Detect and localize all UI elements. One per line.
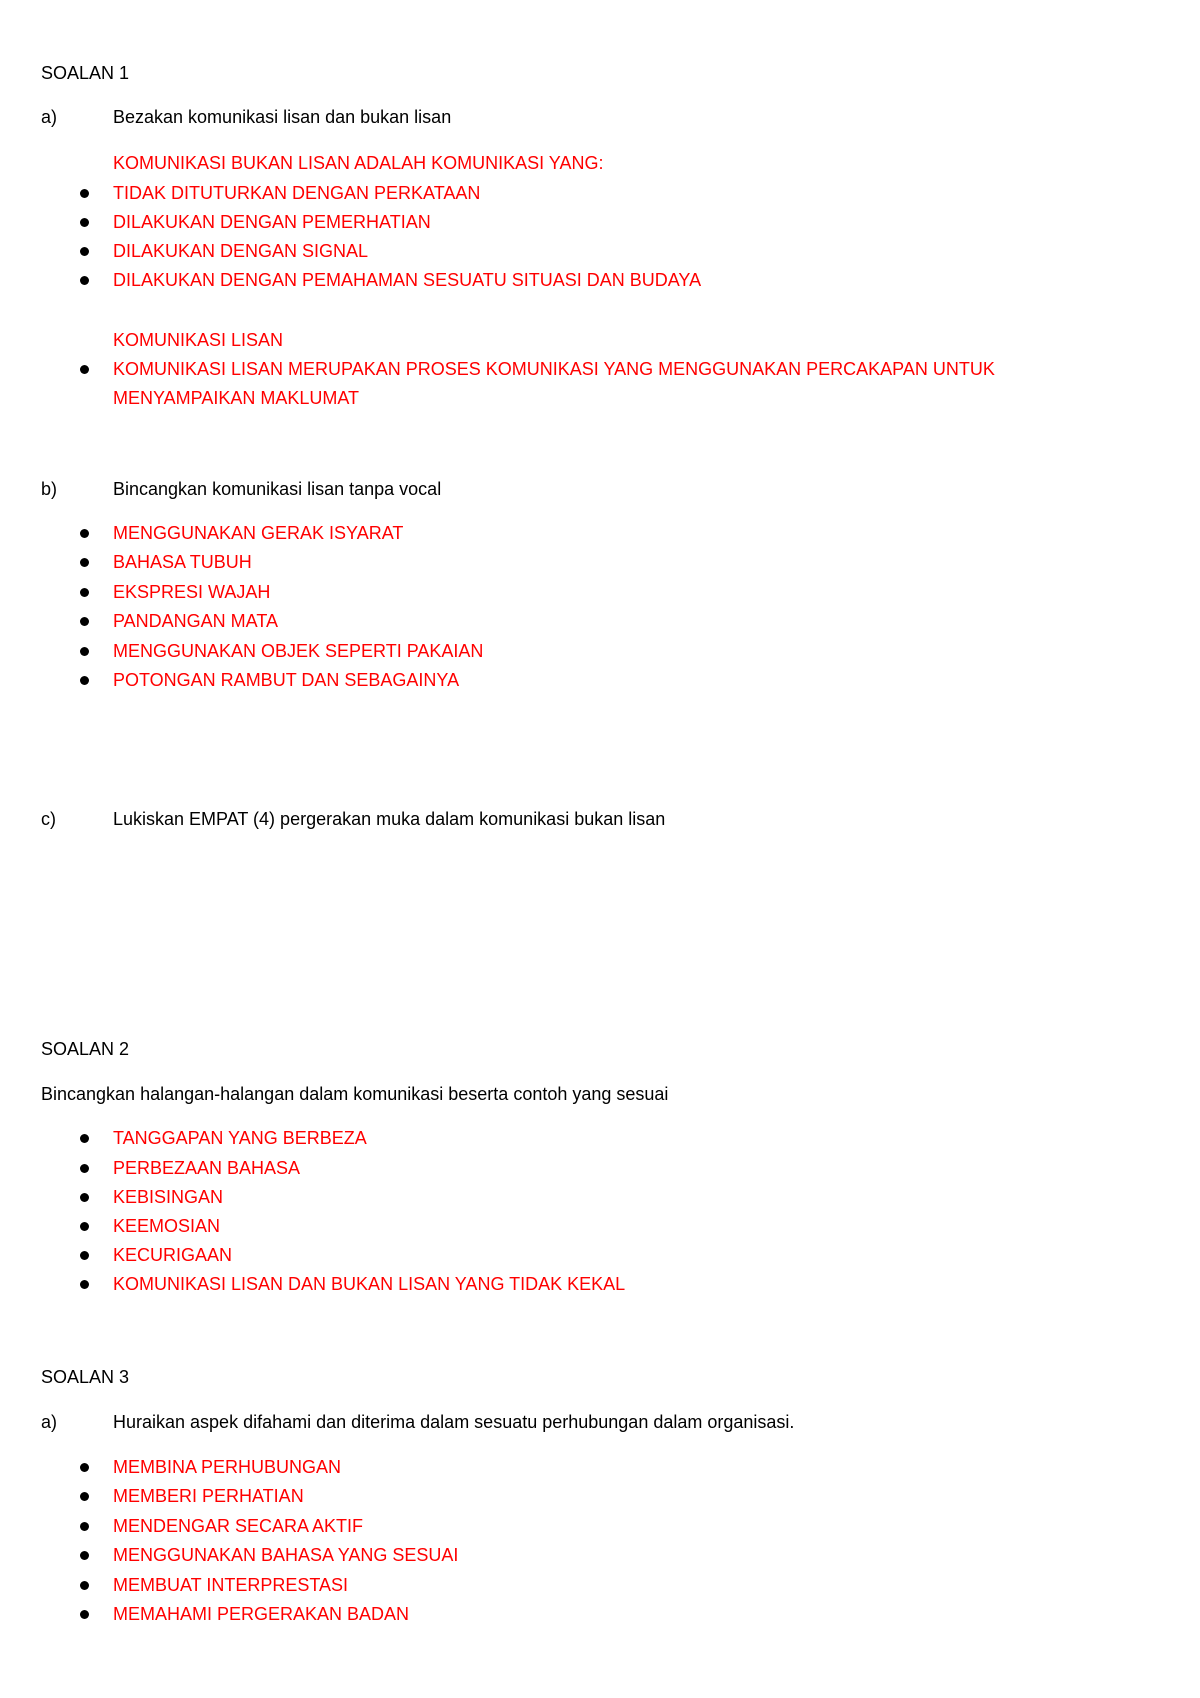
bullet-icon <box>80 365 89 374</box>
soalan-3-heading: SOALAN 3 <box>41 1367 130 1387</box>
answer-1a-item: DILAKUKAN DENGAN SIGNAL <box>113 241 369 261</box>
question-1c-text: Lukiskan EMPAT (4) pergerakan muka dalam komunikasi bukan lisan <box>113 809 666 829</box>
bullet-icon <box>80 1581 89 1590</box>
bullet-icon <box>80 676 89 685</box>
answer-2-item: PERBEZAAN BAHASA <box>113 1158 301 1178</box>
bullet-icon <box>80 1193 89 1202</box>
answer-3a-item: MENDENGAR SECARA AKTIF <box>113 1516 364 1536</box>
bullet-icon <box>80 1280 89 1289</box>
bullet-icon <box>80 529 89 538</box>
bullet-icon <box>80 1492 89 1501</box>
answer-1b-item: POTONGAN RAMBUT DAN SEBAGAINYA <box>113 670 460 690</box>
answer-3a-item: MEMBUAT INTERPRESTASI <box>113 1575 349 1595</box>
bullet-icon <box>80 1610 89 1619</box>
answer-2-item: KOMUNIKASI LISAN DAN BUKAN LISAN YANG TIDAK KEKAL <box>113 1274 626 1294</box>
bullet-icon <box>80 1551 89 1560</box>
question-1a-text: Bezakan komunikasi lisan dan bukan lisan <box>113 107 452 127</box>
question-1b-label: b) <box>41 479 58 499</box>
question-3a-text: Huraikan aspek difahami dan diterima dalam sesuatu perhubungan dalam organisasi. <box>113 1412 795 1432</box>
bullet-icon <box>80 617 89 626</box>
answer-1a-item: DILAKUKAN DENGAN PEMAHAMAN SESUATU SITUASI DAN BUDAYA <box>113 270 702 290</box>
question-1a-label: a) <box>41 107 58 127</box>
answer-3a-item: MEMBERI PERHATIAN <box>113 1486 304 1506</box>
answer-3a-item: MEMAHAMI PERGERAKAN BADAN <box>113 1604 410 1624</box>
bullet-icon <box>80 1522 89 1531</box>
bullet-icon <box>80 1222 89 1231</box>
answer-1a-item: TIDAK DITUTURKAN DENGAN PERKATAAN <box>113 183 481 203</box>
question-2-text: Bincangkan halangan-halangan dalam komunikasi beserta contoh yang sesuai <box>41 1084 669 1104</box>
bullet-icon <box>80 1463 89 1472</box>
answer-1b-item: EKSPRESI WAJAH <box>113 582 271 602</box>
question-1c-label: c) <box>41 809 56 829</box>
answer-1b-item: MENGGUNAKAN GERAK ISYARAT <box>113 523 404 543</box>
answer-1a-intro: KOMUNIKASI BUKAN LISAN ADALAH KOMUNIKASI YANG: <box>113 153 604 173</box>
soalan-1-heading: SOALAN 1 <box>41 63 130 83</box>
answer-2-item: KEEMOSIAN <box>113 1216 221 1236</box>
soalan-2-heading: SOALAN 2 <box>41 1039 130 1059</box>
bullet-icon <box>80 647 89 656</box>
bullet-icon <box>80 218 89 227</box>
bullet-icon <box>80 1251 89 1260</box>
answer-1b-item: MENGGUNAKAN OBJEK SEPERTI PAKAIAN <box>113 641 484 661</box>
bullet-icon <box>80 189 89 198</box>
answer-1b-item: PANDANGAN MATA <box>113 611 279 631</box>
bullet-icon <box>80 276 89 285</box>
answer-3a-item: MEMBINA PERHUBUNGAN <box>113 1457 342 1477</box>
bullet-icon <box>80 558 89 567</box>
answer-1a-intro2: KOMUNIKASI LISAN <box>113 330 284 350</box>
answer-1a-item2-line2: MENYAMPAIKAN MAKLUMAT <box>113 388 360 408</box>
answer-1a-item: DILAKUKAN DENGAN PEMERHATIAN <box>113 212 431 232</box>
answer-3a-item: MENGGUNAKAN BAHASA YANG SESUAI <box>113 1545 459 1565</box>
answer-2-item: TANGGAPAN YANG BERBEZA <box>113 1128 367 1148</box>
answer-2-item: KECURIGAAN <box>113 1245 233 1265</box>
question-3a-label: a) <box>41 1412 58 1432</box>
question-1b-text: Bincangkan komunikasi lisan tanpa vocal <box>113 479 442 499</box>
answer-1b-item: BAHASA TUBUH <box>113 552 252 572</box>
answer-2-item: KEBISINGAN <box>113 1187 224 1207</box>
bullet-icon <box>80 1164 89 1173</box>
answer-1a-item2-line1: KOMUNIKASI LISAN MERUPAKAN PROSES KOMUNIKASI YANG MENGGUNAKAN PERCAKAPAN UNTUK <box>113 359 995 379</box>
bullet-icon <box>80 1134 89 1143</box>
bullet-icon <box>80 247 89 256</box>
bullet-icon <box>80 588 89 597</box>
